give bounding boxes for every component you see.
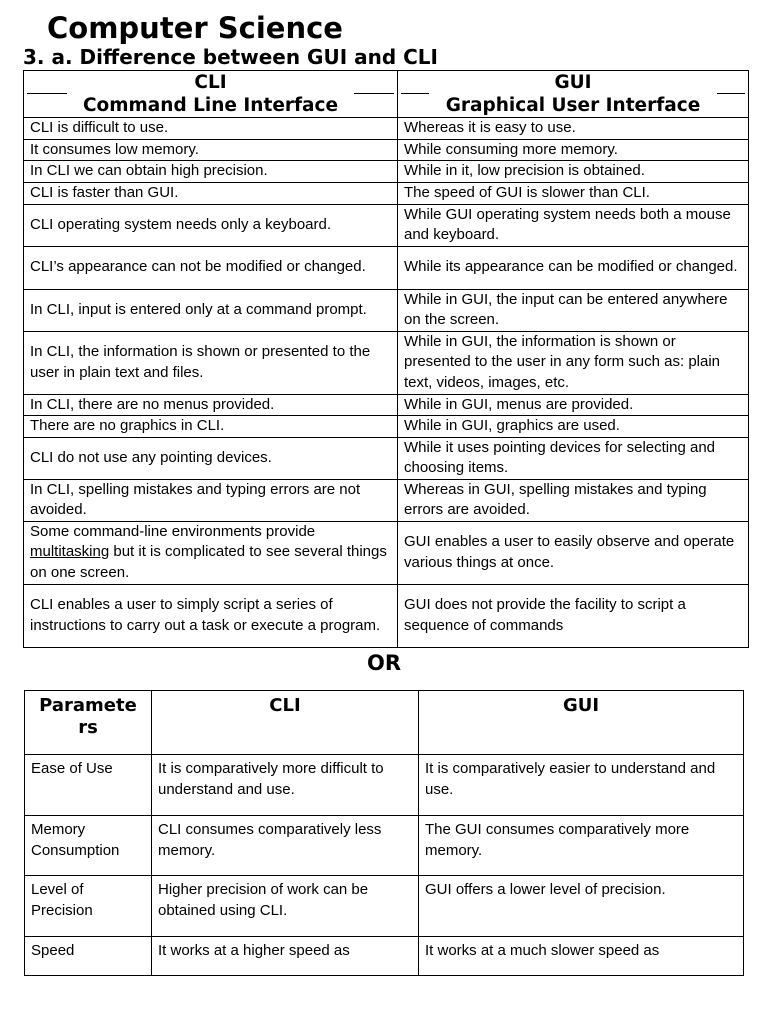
gui-cell: While it uses pointing devices for selecting and choosing items. [398, 437, 749, 479]
cli-cell: CLI consumes comparatively less memory. [152, 816, 419, 876]
cli-cell: CLI is difficult to use. [24, 118, 398, 140]
multitask-text-after: but it is complicated to see several things on one screen. [30, 543, 387, 581]
parameter-cell: Speed [25, 937, 152, 976]
cli-cell: CLI do not use any pointing devices. [24, 437, 398, 479]
cli-cell: In CLI, spelling mistakes and typing errors are not avoided. [24, 479, 398, 521]
header-gui-full: Graphical User Interface [445, 95, 701, 116]
table-row [24, 331, 749, 394]
gui-cell: While GUI operating system needs both a mouse and keyboard. [398, 204, 749, 246]
gui-cell: While in GUI, the information is shown or presented to the user in any form such as: plain text, videos, images, etc. [398, 331, 749, 394]
gui-cell: The GUI consumes comparatively more memory. [419, 816, 744, 876]
comparison-table [23, 70, 749, 648]
gui-cell: While consuming more memory. [398, 139, 749, 161]
table-row [25, 816, 744, 876]
parameter-cell: Memory Consumption [25, 816, 152, 876]
table-row [24, 161, 749, 183]
cli-cell: CLI’s appearance can not be modified or changed. [24, 246, 398, 289]
table-row [25, 937, 744, 976]
cli-cell: Higher precision of work can be obtained using CLI. [152, 876, 419, 937]
table-row [24, 118, 749, 140]
cli-cell: CLI enables a user to simply script a series of instructions to carry out a task or execute a program. [24, 584, 398, 647]
header-cli-short: CLI [194, 72, 227, 93]
table-row [24, 521, 749, 584]
cli-cell: There are no graphics in CLI. [24, 416, 398, 438]
table-header-row [25, 691, 744, 755]
cli-cell: In CLI we can obtain high precision. [24, 161, 398, 183]
table-header-row [24, 71, 749, 118]
cli-cell: CLI operating system needs only a keyboard. [24, 204, 398, 246]
table-row [24, 584, 749, 647]
table-row [25, 755, 744, 816]
table-row [24, 204, 749, 246]
table-row [24, 139, 749, 161]
or-separator: OR [366, 651, 402, 675]
table-row [24, 289, 749, 331]
parameters-table [24, 690, 744, 976]
gui-cell: GUI offers a lower level of precision. [419, 876, 744, 937]
cli-cell: In CLI, input is entered only at a command prompt. [24, 289, 398, 331]
header-gui-short: GUI [554, 72, 592, 93]
table-row [24, 416, 749, 438]
gui-cell: Whereas it is easy to use. [398, 118, 749, 140]
cli-cell: CLI is faster than GUI. [24, 183, 398, 205]
header-cli: CLI [152, 691, 419, 755]
multitask-text-before: Some command-line environments provide [30, 522, 316, 540]
header-gui: GUI [419, 691, 744, 755]
header-cli [24, 71, 398, 118]
gui-cell: The speed of GUI is slower than CLI. [398, 183, 749, 205]
header-parameters: Paramete rs [25, 691, 152, 755]
cli-cell: It is comparatively more difficult to understand and use. [152, 755, 419, 816]
gui-cell: Whereas in GUI, spelling mistakes and typing errors are avoided. [398, 479, 749, 521]
cli-cell: It works at a higher speed as [152, 937, 419, 976]
parameter-cell: Level of Precision [25, 876, 152, 937]
parameter-cell: Ease of Use [25, 755, 152, 816]
cli-cell: It consumes low memory. [24, 139, 398, 161]
table-row [24, 183, 749, 205]
table-row [24, 437, 749, 479]
page-title: Computer Science [47, 11, 343, 45]
gui-cell: It works at a much slower speed as [419, 937, 744, 976]
gui-cell: While in GUI, menus are provided. [398, 394, 749, 416]
cli-cell: In CLI, there are no menus provided. [24, 394, 398, 416]
cli-cell: In CLI, the information is shown or presented to the user in plain text and files. [24, 331, 398, 394]
table-row [24, 394, 749, 416]
gui-cell: While in GUI, the input can be entered anywhere on the screen. [398, 289, 749, 331]
header-cli-full: Command Line Interface [82, 95, 339, 116]
table-row [24, 246, 749, 289]
cli-cell [24, 521, 398, 584]
table-row [24, 479, 749, 521]
gui-cell: GUI does not provide the facility to script a sequence of commands [398, 584, 749, 647]
page-subtitle: 3. a. Difference between GUI and CLI [23, 45, 438, 69]
gui-cell: While in it, low precision is obtained. [398, 161, 749, 183]
gui-cell: It is comparatively easier to understand and use. [419, 755, 744, 816]
gui-cell: While its appearance can be modified or changed. [398, 246, 749, 289]
gui-cell: GUI enables a user to easily observe and operate various things at once. [398, 521, 749, 584]
table-row [25, 876, 744, 937]
gui-cell: While in GUI, graphics are used. [398, 416, 749, 438]
header-gui [398, 71, 749, 118]
multitasking-link[interactable]: multitasking [30, 543, 110, 561]
